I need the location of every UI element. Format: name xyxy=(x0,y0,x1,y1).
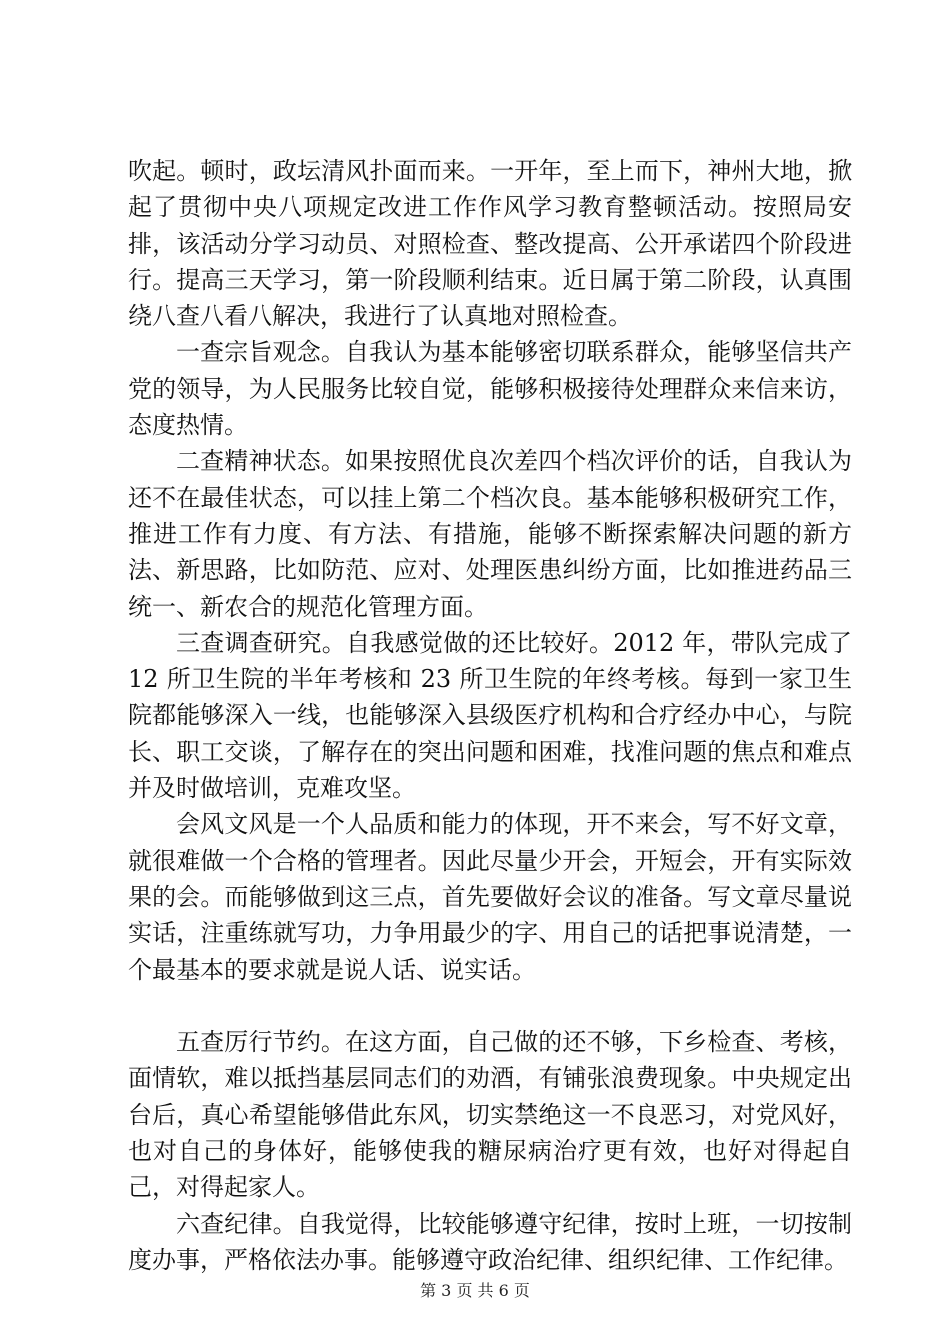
paragraph-meeting-style: 会风文风是一个人品质和能力的体现，开不来会，写不好文章，就很难做一个合格的管理者。因此尽量少开会，开短会，开有实际效果的会。而能够做到这三点，首先要做好会议的准备。写文章尽量说实话，注重练就写功，力争用最少的字、用自己的话把事说清楚，一个最基本的要求就是说人话、说实话。 xyxy=(128,810,852,984)
paragraph-frugality: 五查厉行节约。在这方面，自己做的还不够，下乡检查、考核，面情软，难以抵挡基层同志们的劝酒，有铺张浪费现象。中央规定出台后，真心希望能够借此东风，切实禁绝这一不良恶习，对党风好，也对自己的身体好，能够使我的糖尿病治疗更有效，也好对得起自己，对得起家人。 xyxy=(128,1028,852,1202)
paragraph-spirit: 二查精神状态。如果按照优良次差四个档次评价的话，自我认为还不在最佳状态，可以挂上第二个档次良。基本能够积极研究工作，推进工作有力度、有方法、有措施，能够不断探索解决问题的新方法、新思路，比如防范、应对、处理医患纠纷方面，比如推进药品三统一、新农合的规范化管理方面。 xyxy=(128,447,852,621)
paragraph-research: 三查调查研究。自我感觉做的还比较好。2012 年，带队完成了 12 所卫生院的半年考核和 23 所卫生院的年终考核。每到一家卫生院都能够深入一线，也能够深入县级医疗机构和合疗经办中心，与院长、职工交谈，了解存在的突出问题和困难，找准问题的焦点和难点并及时做培训，克难攻坚。 xyxy=(128,628,852,803)
page-number-footer: 第 3 页 共 6 页 xyxy=(420,1281,530,1300)
paragraph-spacer xyxy=(128,988,852,1024)
document-body xyxy=(128,153,852,1278)
paragraph-purpose: 一查宗旨观念。自我认为基本能够密切联系群众，能够坚信共产党的领导，为人民服务比较自觉，能够积极接待处理群众来信来访，态度热情。 xyxy=(128,338,852,440)
paragraph-intro: 吹起。顿时，政坛清风扑面而来。一开年，至上而下，神州大地，掀起了贯彻中央八项规定改进工作作风学习教育整顿活动。按照局安排，该活动分学习动员、对照检查、整改提高、公开承诺四个阶段进行。提高三天学习，第一阶段顺利结束。近日属于第二阶段，认真围绕八查八看八解决，我进行了认真地对照检查。 xyxy=(128,157,852,331)
paragraph-discipline: 六查纪律。自我觉得，比较能够遵守纪律，按时上班，一切按制度办事，严格依法办事。能够遵守政治纪律、组织纪律、工作纪律。 xyxy=(128,1209,852,1274)
